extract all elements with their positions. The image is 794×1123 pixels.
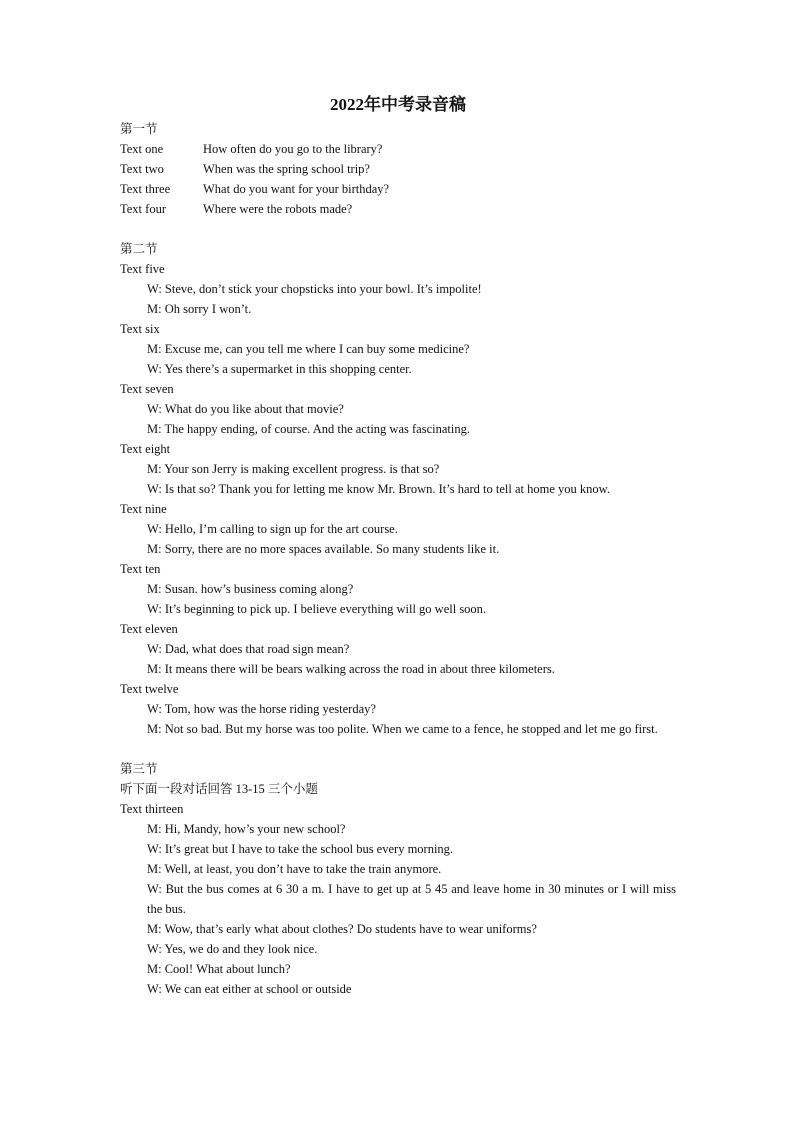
text-label: Text ten bbox=[120, 562, 161, 576]
dialogue-line: M: Hi, Mandy, how’s your new school? bbox=[147, 822, 346, 836]
text-label: Text eight bbox=[120, 442, 171, 456]
question-label: Text two bbox=[120, 162, 164, 176]
dialogue-line: W: Dad, what does that road sign mean? bbox=[147, 642, 350, 656]
section-3-instruction: 听下面一段对话回答 13-15 三个小题 bbox=[120, 782, 318, 796]
dialogue-line: M: Your son Jerry is making excellent progress. is that so? bbox=[147, 462, 440, 476]
dialogue-line: W: It’s great but I have to take the school bus every morning. bbox=[147, 842, 454, 856]
text-label: Text six bbox=[120, 322, 160, 336]
dialogue-line: W: Is that so? Thank you for letting me know Mr. Brown. It’s hard to tell at home you know. bbox=[147, 482, 611, 496]
dialogue-line: M: Not so bad. But my horse was too polite. When we came to a fence, he stopped and let me go first. bbox=[147, 722, 658, 736]
dialogue-line: W: It’s beginning to pick up. I believe everything will go well soon. bbox=[147, 602, 487, 616]
question-text: Where were the robots made? bbox=[203, 202, 353, 216]
dialogue-line: M: Oh sorry I won’t. bbox=[147, 302, 252, 316]
section-2 bbox=[120, 239, 676, 739]
dialogue-line: M: It means there will be bears walking across the road in about three kilometers. bbox=[147, 662, 555, 676]
question-row bbox=[120, 159, 676, 179]
text-label: Text eleven bbox=[120, 622, 178, 636]
text-label: Text thirteen bbox=[120, 802, 184, 816]
question-row bbox=[120, 199, 676, 219]
dialogue-line: M: Excuse me, can you tell me where I can buy some medicine? bbox=[147, 342, 470, 356]
text-label: Text five bbox=[120, 262, 165, 276]
page-title: 2022年中考录音稿 bbox=[330, 95, 466, 114]
question-label: Text three bbox=[120, 182, 171, 196]
dialogue-line: W: What do you like about that movie? bbox=[147, 402, 344, 416]
document-page bbox=[120, 94, 676, 999]
dialogue-line: W: Steve, don’t stick your chopsticks into your bowl. It’s impolite! bbox=[147, 282, 482, 296]
dialogue-line: W: Yes there’s a supermarket in this shopping center. bbox=[147, 362, 412, 376]
question-label: Text four bbox=[120, 202, 166, 216]
question-text: How often do you go to the library? bbox=[203, 142, 383, 156]
dialogue-line: W: Yes, we do and they look nice. bbox=[147, 942, 318, 956]
spacer bbox=[120, 219, 676, 239]
dialogue-line: W: Hello, I’m calling to sign up for the art course. bbox=[147, 522, 398, 536]
question-row bbox=[120, 179, 676, 199]
text-label: Text seven bbox=[120, 382, 174, 396]
section-1 bbox=[120, 119, 676, 219]
section-2-heading: 第二节 bbox=[120, 242, 158, 256]
text-label: Text twelve bbox=[120, 682, 179, 696]
dialogue-line: M: Wow, that’s early what about clothes? Do students have to wear uniforms? bbox=[147, 922, 537, 936]
dialogue-line: M: The happy ending, of course. And the acting was fascinating. bbox=[147, 422, 470, 436]
section-1-heading: 第一节 bbox=[120, 122, 158, 136]
section-3-heading: 第三节 bbox=[120, 762, 158, 776]
section-3 bbox=[120, 759, 676, 999]
spacer bbox=[120, 739, 676, 759]
dialogue-line: W: We can eat either at school or outside bbox=[147, 982, 352, 996]
question-label: Text one bbox=[120, 142, 164, 156]
dialogue-line: M: Cool! What about lunch? bbox=[147, 962, 291, 976]
dialogue-line: W: But the bus comes at 6 30 a m. I have to get up at 5 45 and leave home in 30 minutes or I will miss the bus. bbox=[147, 882, 676, 916]
question-text: When was the spring school trip? bbox=[203, 162, 370, 176]
dialogue-line: M: Sorry, there are no more spaces available. So many students like it. bbox=[147, 542, 500, 556]
question-text: What do you want for your birthday? bbox=[203, 182, 390, 196]
dialogue-line: M: Well, at least, you don’t have to take the train anymore. bbox=[147, 862, 442, 876]
question-row bbox=[120, 139, 676, 159]
dialogue-line: M: Susan. how’s business coming along? bbox=[147, 582, 354, 596]
text-label: Text nine bbox=[120, 502, 167, 516]
dialogue-line: W: Tom, how was the horse riding yesterday? bbox=[147, 702, 376, 716]
